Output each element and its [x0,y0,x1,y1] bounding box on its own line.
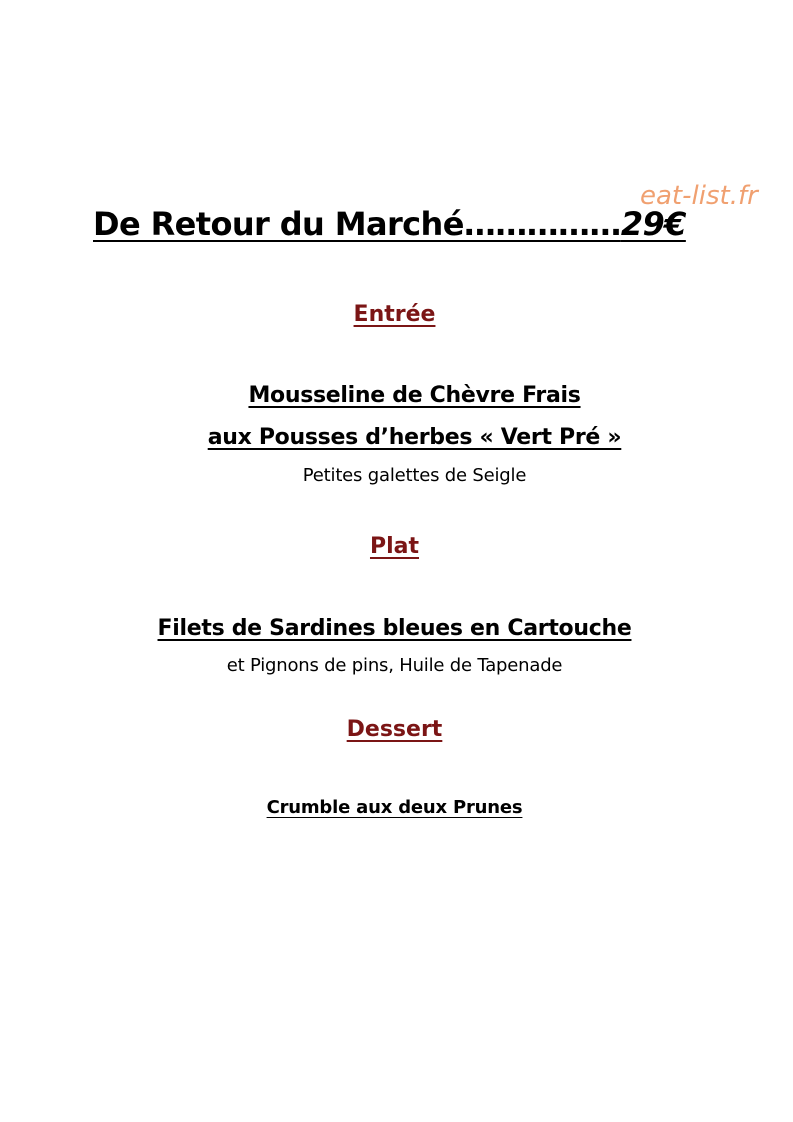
section-heading-entree: Entrée [353,302,436,327]
entree-dish-line-1: Mousseline de Chèvre Frais [248,383,581,408]
entree-note: Petites galettes de Seigle [302,465,527,486]
menu-title [93,206,686,243]
dessert-dish-line-1: Crumble aux deux Prunes [266,797,523,818]
menu-title-text: De Retour du Marché…………… [93,205,621,243]
entree-dish-line-2: aux Pousses d’herbes « Vert Pré » [207,425,622,450]
section-heading-plat: Plat [369,534,420,559]
menu-price: 29€ [620,205,686,243]
plat-dish-line-1: Filets de Sardines bleues en Cartouche [157,616,632,641]
plat-note: et Pignons de pins, Huile de Tapenade [226,655,563,676]
watermark-logo: eat-list.fr [640,181,758,211]
section-heading-dessert: Dessert [346,717,443,742]
